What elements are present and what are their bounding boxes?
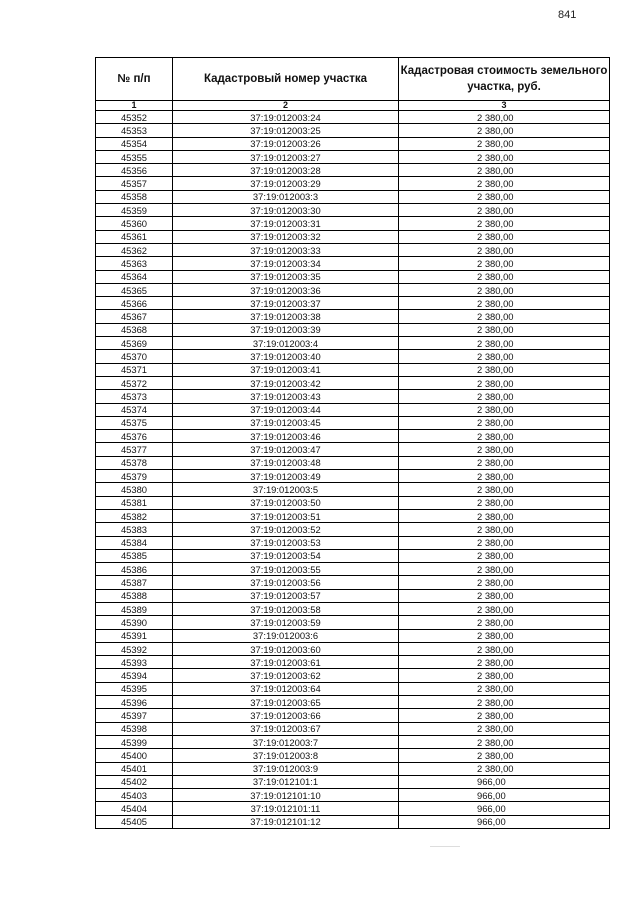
- table-row: [96, 722, 610, 735]
- cadastral-cost: 2 380,00: [399, 390, 610, 403]
- table-row: [96, 430, 610, 443]
- cadastral-cost: 2 380,00: [399, 124, 610, 137]
- scan-mark: [430, 846, 460, 847]
- cadastral-cost: 966,00: [399, 802, 610, 815]
- cadastral-cost: 2 380,00: [399, 430, 610, 443]
- row-number: 45404: [96, 802, 173, 815]
- row-number: 45385: [96, 549, 173, 562]
- table-row: [96, 443, 610, 456]
- table-row: [96, 323, 610, 336]
- row-number: 45402: [96, 775, 173, 788]
- header-cadastral-cost: Кадастровая стоимость земельного участка, руб.: [399, 58, 610, 101]
- table-row: [96, 642, 610, 655]
- table-body: [96, 111, 610, 829]
- cadastral-number: 37:19:012003:37: [173, 297, 399, 310]
- cadastral-number: 37:19:012003:61: [173, 656, 399, 669]
- cadastral-cost: 2 380,00: [399, 416, 610, 429]
- row-number: 45393: [96, 656, 173, 669]
- table-row: [96, 337, 610, 350]
- table-row: [96, 111, 610, 124]
- row-number: 45374: [96, 403, 173, 416]
- table-row: [96, 549, 610, 562]
- cadastral-cost: 2 380,00: [399, 563, 610, 576]
- row-number: 45358: [96, 190, 173, 203]
- cadastral-cost: 2 380,00: [399, 709, 610, 722]
- table-row: [96, 815, 610, 828]
- cadastral-number: 37:19:012003:29: [173, 177, 399, 190]
- table-row: [96, 496, 610, 509]
- cadastral-number: 37:19:012003:34: [173, 257, 399, 270]
- table-row: [96, 350, 610, 363]
- table-row: [96, 124, 610, 137]
- column-number-3: 3: [399, 101, 610, 111]
- row-number: 45376: [96, 430, 173, 443]
- cadastral-cost: 2 380,00: [399, 549, 610, 562]
- cadastral-number: 37:19:012101:1: [173, 775, 399, 788]
- table-row: [96, 563, 610, 576]
- table-row: [96, 735, 610, 748]
- row-number: 45386: [96, 563, 173, 576]
- cadastral-cost: 2 380,00: [399, 363, 610, 376]
- row-number: 45366: [96, 297, 173, 310]
- row-number: 45352: [96, 111, 173, 124]
- row-number: 45375: [96, 416, 173, 429]
- row-number: 45353: [96, 124, 173, 137]
- cadastral-cost: 2 380,00: [399, 722, 610, 735]
- cadastral-cost: 2 380,00: [399, 270, 610, 283]
- cadastral-cost: 2 380,00: [399, 190, 610, 203]
- table-row: [96, 802, 610, 815]
- row-number: 45372: [96, 376, 173, 389]
- table-row: [96, 616, 610, 629]
- cadastral-number: 37:19:012101:10: [173, 789, 399, 802]
- table-row: [96, 536, 610, 549]
- table-header: [96, 58, 610, 111]
- cadastral-cost: 2 380,00: [399, 642, 610, 655]
- header-cadastral-number: Кадастровый номер участка: [173, 58, 399, 101]
- cadastral-cost: 966,00: [399, 815, 610, 828]
- cadastral-cost: 2 380,00: [399, 177, 610, 190]
- cadastral-cost: 966,00: [399, 789, 610, 802]
- table-row: [96, 416, 610, 429]
- cadastral-number: 37:19:012003:49: [173, 470, 399, 483]
- row-number: 45383: [96, 523, 173, 536]
- header-number: № п/п: [96, 58, 173, 101]
- table-row: [96, 483, 610, 496]
- table-row: [96, 257, 610, 270]
- cadastral-cost: 2 380,00: [399, 616, 610, 629]
- cadastral-number: 37:19:012003:36: [173, 283, 399, 296]
- cadastral-cost: 2 380,00: [399, 230, 610, 243]
- row-number: 45368: [96, 323, 173, 336]
- cadastral-number: 37:19:012003:31: [173, 217, 399, 230]
- table-row: [96, 190, 610, 203]
- table-row: [96, 470, 610, 483]
- cadastral-cost: 2 380,00: [399, 376, 610, 389]
- row-number: 45387: [96, 576, 173, 589]
- table-row: [96, 696, 610, 709]
- row-number: 45364: [96, 270, 173, 283]
- cadastral-cost: 2 380,00: [399, 164, 610, 177]
- row-number: 45400: [96, 749, 173, 762]
- cadastral-cost: 2 380,00: [399, 323, 610, 336]
- cadastral-cost: 2 380,00: [399, 735, 610, 748]
- row-number: 45384: [96, 536, 173, 549]
- column-number-1: 1: [96, 101, 173, 111]
- table-row: [96, 403, 610, 416]
- cadastral-cost: 966,00: [399, 775, 610, 788]
- table-row: [96, 789, 610, 802]
- table-row: [96, 230, 610, 243]
- table-row: [96, 297, 610, 310]
- cadastral-cost: 2 380,00: [399, 137, 610, 150]
- table-row: [96, 204, 610, 217]
- table-row: [96, 177, 610, 190]
- cadastral-number: 37:19:012003:44: [173, 403, 399, 416]
- table-row: [96, 762, 610, 775]
- table-row: [96, 656, 610, 669]
- row-number: 45391: [96, 629, 173, 642]
- cadastral-number: 37:19:012003:46: [173, 430, 399, 443]
- cadastral-number: 37:19:012101:11: [173, 802, 399, 815]
- row-number: 45397: [96, 709, 173, 722]
- row-number: 45356: [96, 164, 173, 177]
- cadastral-cost: 2 380,00: [399, 243, 610, 256]
- row-number: 45382: [96, 509, 173, 522]
- cadastral-number: 37:19:012003:4: [173, 337, 399, 350]
- cadastral-cost: 2 380,00: [399, 523, 610, 536]
- cadastral-number: 37:19:012003:28: [173, 164, 399, 177]
- cadastral-cost: 2 380,00: [399, 257, 610, 270]
- cadastral-number: 37:19:012003:33: [173, 243, 399, 256]
- cadastral-number: 37:19:012003:42: [173, 376, 399, 389]
- cadastral-number: 37:19:012003:59: [173, 616, 399, 629]
- header-row: [96, 58, 610, 101]
- cadastral-number: 37:19:012003:32: [173, 230, 399, 243]
- row-number: 45399: [96, 735, 173, 748]
- row-number: 45365: [96, 283, 173, 296]
- cadastral-number: 37:19:012003:43: [173, 390, 399, 403]
- table-row: [96, 390, 610, 403]
- row-number: 45392: [96, 642, 173, 655]
- cadastral-cost: 2 380,00: [399, 762, 610, 775]
- row-number: 45405: [96, 815, 173, 828]
- cadastral-cost: 2 380,00: [399, 337, 610, 350]
- cadastral-cost: 2 380,00: [399, 682, 610, 695]
- table-row: [96, 217, 610, 230]
- table-row: [96, 137, 610, 150]
- cadastral-number: 37:19:012003:6: [173, 629, 399, 642]
- page-number: 841: [558, 9, 577, 21]
- cadastral-number: 37:19:012003:57: [173, 589, 399, 602]
- cadastral-number: 37:19:012003:3: [173, 190, 399, 203]
- cadastral-cost: 2 380,00: [399, 749, 610, 762]
- row-number: 45378: [96, 456, 173, 469]
- row-number: 45380: [96, 483, 173, 496]
- cadastral-cost: 2 380,00: [399, 217, 610, 230]
- table-row: [96, 243, 610, 256]
- cadastral-cost: 2 380,00: [399, 509, 610, 522]
- cadastral-cost: 2 380,00: [399, 629, 610, 642]
- row-number: 45357: [96, 177, 173, 190]
- row-number: 45388: [96, 589, 173, 602]
- row-number: 45390: [96, 616, 173, 629]
- cadastral-cost: 2 380,00: [399, 204, 610, 217]
- cadastral-number: 37:19:012003:47: [173, 443, 399, 456]
- row-number: 45395: [96, 682, 173, 695]
- table-row: [96, 270, 610, 283]
- cadastral-cost: 2 380,00: [399, 669, 610, 682]
- cadastral-cost: 2 380,00: [399, 297, 610, 310]
- row-number: 45379: [96, 470, 173, 483]
- cadastral-cost: 2 380,00: [399, 443, 610, 456]
- cadastral-number: 37:19:012003:50: [173, 496, 399, 509]
- cadastral-number: 37:19:012003:8: [173, 749, 399, 762]
- row-number: 45370: [96, 350, 173, 363]
- cadastral-cost: 2 380,00: [399, 696, 610, 709]
- cadastral-number: 37:19:012003:51: [173, 509, 399, 522]
- cadastral-number: 37:19:012003:48: [173, 456, 399, 469]
- cadastral-cost: 2 380,00: [399, 470, 610, 483]
- cadastral-number: 37:19:012003:62: [173, 669, 399, 682]
- cadastral-cost: 2 380,00: [399, 483, 610, 496]
- cadastral-number: 37:19:012003:24: [173, 111, 399, 124]
- row-number: 45361: [96, 230, 173, 243]
- cadastral-number: 37:19:012003:66: [173, 709, 399, 722]
- cadastral-number: 37:19:012003:54: [173, 549, 399, 562]
- table-row: [96, 456, 610, 469]
- cadastral-number: 37:19:012003:65: [173, 696, 399, 709]
- cadastral-number: 37:19:012003:58: [173, 602, 399, 615]
- table-row: [96, 682, 610, 695]
- cadastral-number: 37:19:012003:9: [173, 762, 399, 775]
- cadastral-number: 37:19:012101:12: [173, 815, 399, 828]
- row-number: 45398: [96, 722, 173, 735]
- table-row: [96, 749, 610, 762]
- column-number-row: [96, 101, 610, 111]
- cadastral-number: 37:19:012003:30: [173, 204, 399, 217]
- row-number: 45362: [96, 243, 173, 256]
- row-number: 45369: [96, 337, 173, 350]
- cadastral-cost: 2 380,00: [399, 150, 610, 163]
- cadastral-cost: 2 380,00: [399, 283, 610, 296]
- cadastral-number: 37:19:012003:55: [173, 563, 399, 576]
- cadastral-table: [95, 57, 610, 829]
- table-row: [96, 709, 610, 722]
- table-row: [96, 310, 610, 323]
- cadastral-number: 37:19:012003:64: [173, 682, 399, 695]
- cadastral-number: 37:19:012003:56: [173, 576, 399, 589]
- cadastral-number: 37:19:012003:41: [173, 363, 399, 376]
- cadastral-number: 37:19:012003:26: [173, 137, 399, 150]
- cadastral-cost: 2 380,00: [399, 496, 610, 509]
- table-row: [96, 164, 610, 177]
- table-row: [96, 576, 610, 589]
- table-row: [96, 363, 610, 376]
- table-row: [96, 283, 610, 296]
- cadastral-number: 37:19:012003:53: [173, 536, 399, 549]
- cadastral-cost: 2 380,00: [399, 576, 610, 589]
- row-number: 45373: [96, 390, 173, 403]
- cadastral-cost: 2 380,00: [399, 536, 610, 549]
- cadastral-number: 37:19:012003:60: [173, 642, 399, 655]
- row-number: 45401: [96, 762, 173, 775]
- cadastral-number: 37:19:012003:5: [173, 483, 399, 496]
- table-row: [96, 669, 610, 682]
- column-number-2: 2: [173, 101, 399, 111]
- cadastral-cost: 2 380,00: [399, 310, 610, 323]
- cadastral-cost: 2 380,00: [399, 456, 610, 469]
- table-row: [96, 589, 610, 602]
- cadastral-cost: 2 380,00: [399, 589, 610, 602]
- cadastral-number: 37:19:012003:67: [173, 722, 399, 735]
- row-number: 45359: [96, 204, 173, 217]
- table-row: [96, 775, 610, 788]
- row-number: 45360: [96, 217, 173, 230]
- cadastral-number: 37:19:012003:52: [173, 523, 399, 536]
- row-number: 45381: [96, 496, 173, 509]
- cadastral-number: 37:19:012003:45: [173, 416, 399, 429]
- table-row: [96, 150, 610, 163]
- row-number: 45354: [96, 137, 173, 150]
- table-row: [96, 376, 610, 389]
- row-number: 45389: [96, 602, 173, 615]
- cadastral-cost: 2 380,00: [399, 602, 610, 615]
- cadastral-number: 37:19:012003:38: [173, 310, 399, 323]
- row-number: 45355: [96, 150, 173, 163]
- row-number: 45394: [96, 669, 173, 682]
- table-row: [96, 602, 610, 615]
- row-number: 45367: [96, 310, 173, 323]
- cadastral-number: 37:19:012003:39: [173, 323, 399, 336]
- cadastral-cost: 2 380,00: [399, 350, 610, 363]
- row-number: 45371: [96, 363, 173, 376]
- table-row: [96, 509, 610, 522]
- cadastral-cost: 2 380,00: [399, 111, 610, 124]
- row-number: 45363: [96, 257, 173, 270]
- cadastral-number: 37:19:012003:25: [173, 124, 399, 137]
- cadastral-number: 37:19:012003:7: [173, 735, 399, 748]
- table-row: [96, 629, 610, 642]
- cadastral-cost: 2 380,00: [399, 403, 610, 416]
- table-row: [96, 523, 610, 536]
- cadastral-number: 37:19:012003:27: [173, 150, 399, 163]
- row-number: 45396: [96, 696, 173, 709]
- cadastral-cost: 2 380,00: [399, 656, 610, 669]
- cadastral-number: 37:19:012003:40: [173, 350, 399, 363]
- cadastral-number: 37:19:012003:35: [173, 270, 399, 283]
- row-number: 45377: [96, 443, 173, 456]
- row-number: 45403: [96, 789, 173, 802]
